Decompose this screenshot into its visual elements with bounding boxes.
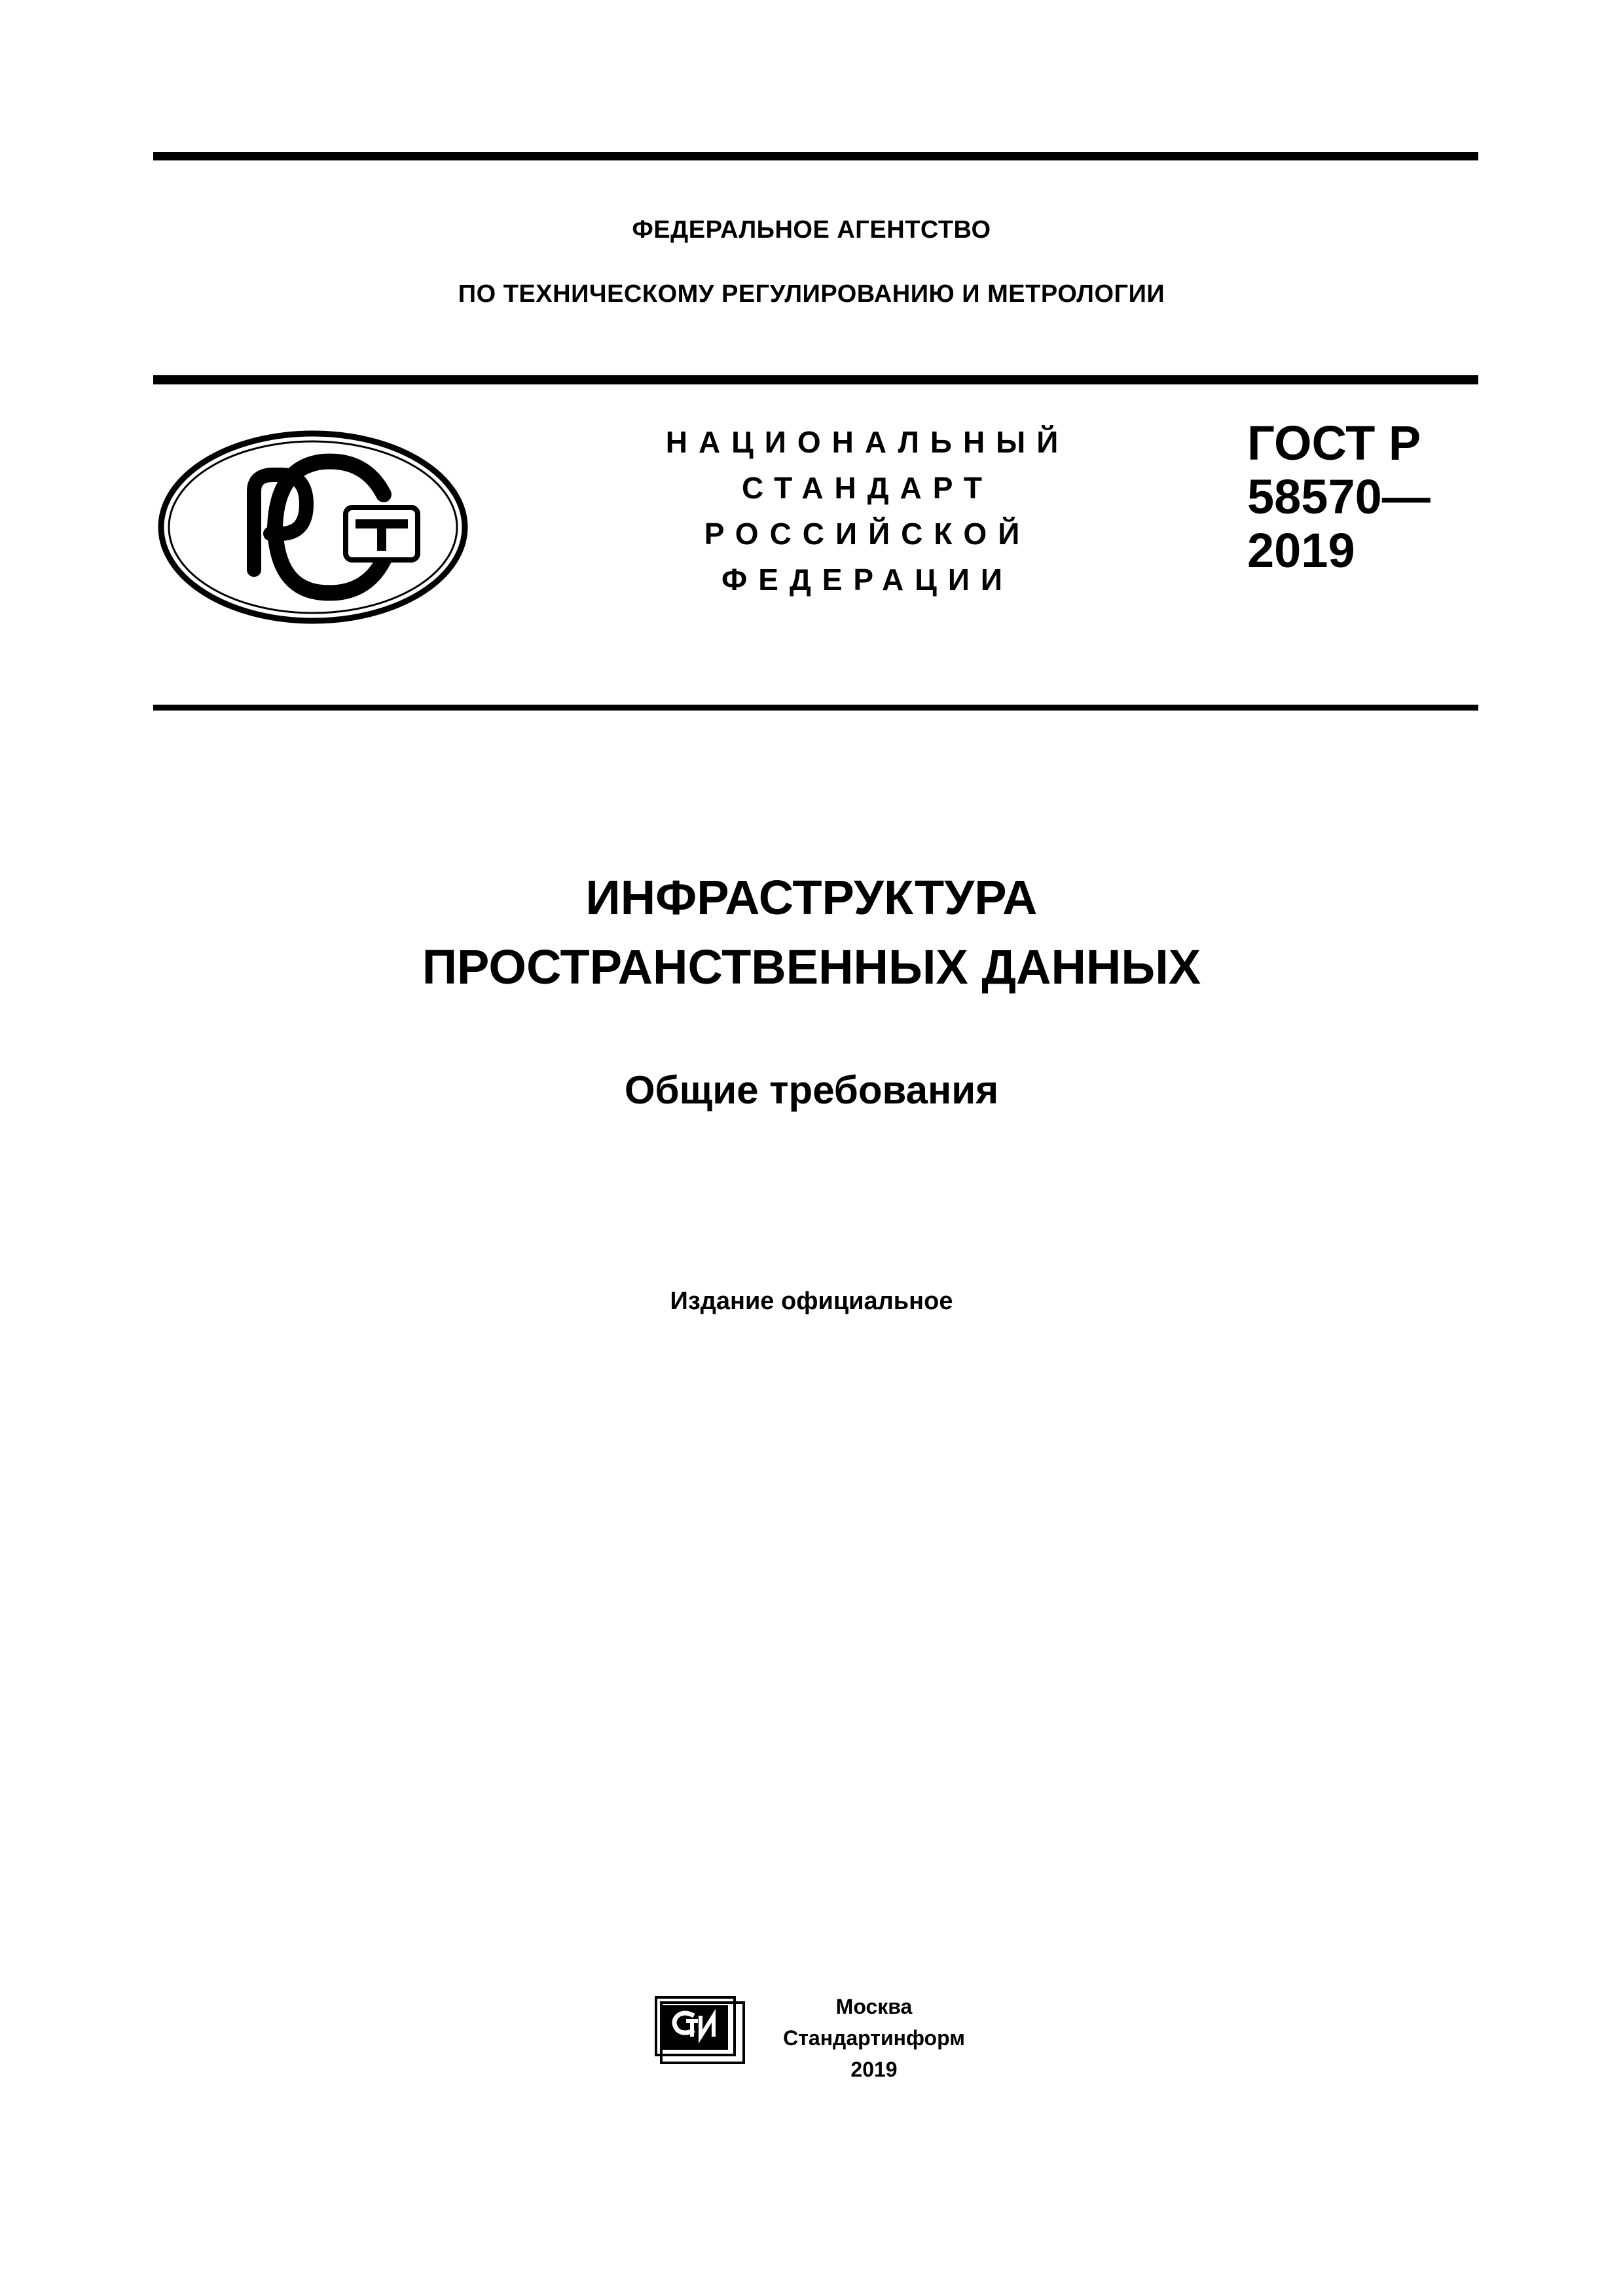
document-subtitle: Общие требования bbox=[624, 1068, 999, 1112]
rst-logo-icon bbox=[156, 429, 470, 625]
standard-type-line-2: СТАНДАРТ bbox=[742, 471, 993, 505]
designation-line-3: 2019 bbox=[1247, 523, 1355, 578]
edition-label: Издание официальное bbox=[670, 1287, 953, 1315]
agency-line-2: ПО ТЕХНИЧЕСКОМУ РЕГУЛИРОВАНИЮ И МЕТРОЛОГИИ bbox=[458, 280, 1165, 308]
publisher-city: Москва bbox=[835, 1995, 913, 2018]
standard-type bbox=[589, 419, 1146, 602]
standard-type-line-1: НАЦИОНАЛЬНЫЙ bbox=[665, 425, 1070, 459]
standard-type-line-4: ФЕДЕРАЦИИ bbox=[721, 563, 1013, 597]
title-line-2: ПРОСТРАНСТВЕННЫХ ДАННЫХ bbox=[422, 940, 1201, 994]
document-title bbox=[0, 863, 1623, 1002]
designation-line-1: ГОСТ Р bbox=[1247, 416, 1421, 470]
designation-line-2: 58570— bbox=[1247, 470, 1431, 524]
publisher-block bbox=[759, 1991, 989, 2085]
title-line-1: ИНФРАСТРУКТУРА bbox=[585, 870, 1038, 925]
standartinform-logo-icon bbox=[655, 1996, 746, 2064]
agency-line-1: ФЕДЕРАЛЬНОЕ АГЕНТСТВО bbox=[632, 216, 991, 244]
publisher-name: Стандартинформ bbox=[783, 2026, 965, 2050]
bottom-rule bbox=[153, 705, 1478, 711]
standard-type-line-3: РОССИЙСКОЙ bbox=[704, 517, 1031, 551]
publisher-year: 2019 bbox=[850, 2058, 898, 2081]
standard-designation bbox=[1247, 417, 1431, 578]
middle-rule bbox=[153, 375, 1478, 384]
top-rule bbox=[153, 152, 1478, 160]
